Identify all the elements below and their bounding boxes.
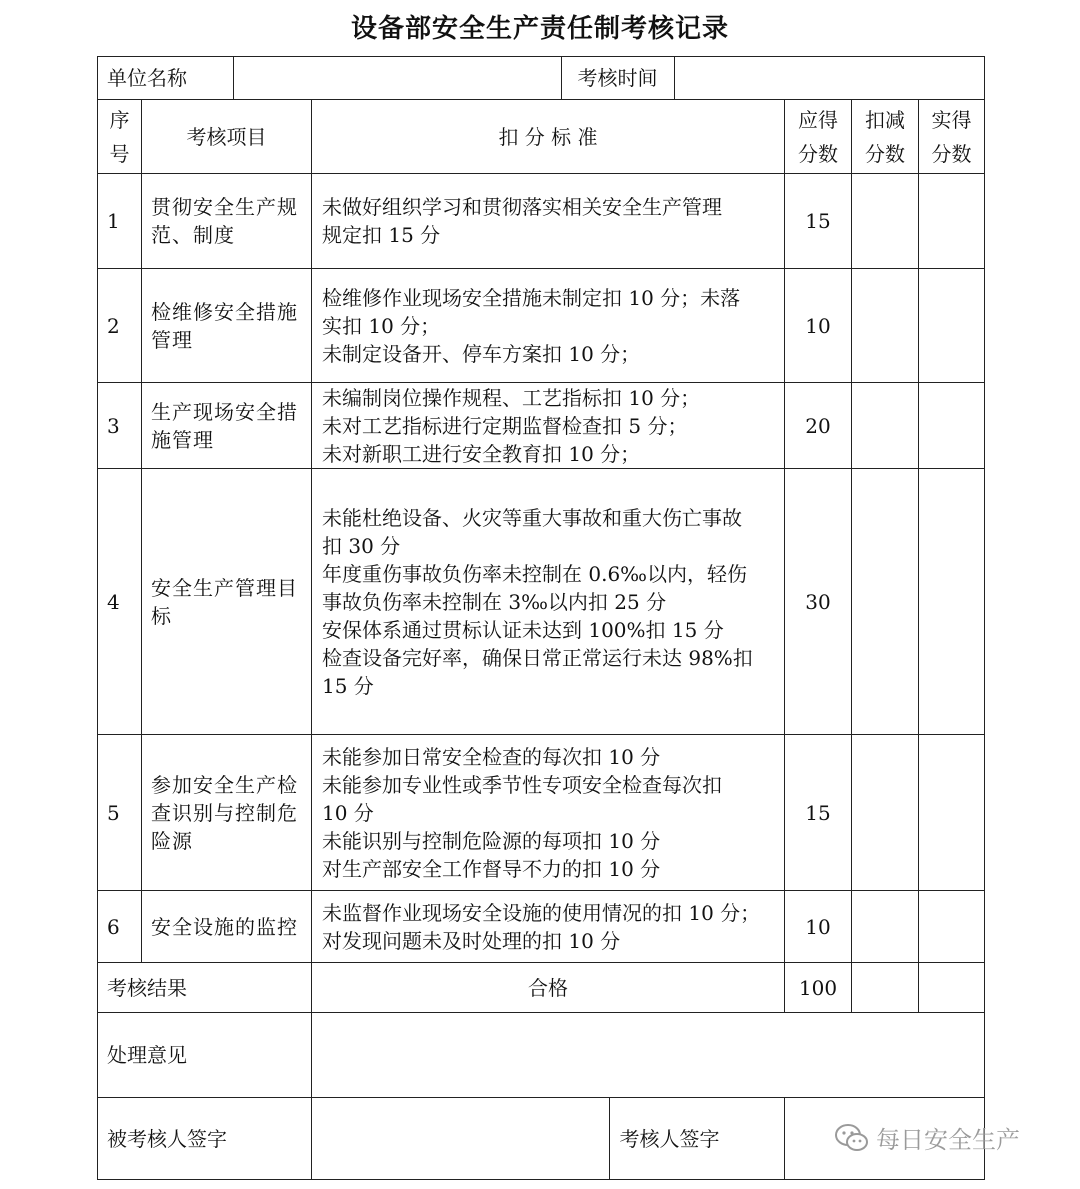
- criteria-line: 规定扣 15 分: [322, 223, 441, 247]
- row-deduct-cell[interactable]: [852, 469, 919, 735]
- row-criteria: [312, 735, 785, 891]
- criteria-line: 未监督作业现场安全设施的使用情况的扣 10 分；: [322, 900, 761, 925]
- row-score: 30: [785, 469, 852, 735]
- row-item: 生产现场安全措施管理: [142, 383, 312, 469]
- result-row: [98, 963, 985, 1013]
- column-item-header: 考核项目: [142, 100, 312, 174]
- row-item: 安全设施的监控: [142, 891, 312, 963]
- row-item: 参加安全生产检查识别与控制危险源: [142, 735, 312, 891]
- opinion-label: 处理意见: [98, 1013, 312, 1098]
- criteria-line: 未能杜绝设备、火灾等重大事故和重大伤亡事故: [322, 505, 742, 530]
- criteria-line: 扣 30 分: [322, 533, 401, 558]
- column-deduct-score-header: 扣减分数: [852, 100, 919, 174]
- unit-name-label: 单位名称: [98, 57, 233, 99]
- row-actual-cell[interactable]: [919, 383, 985, 469]
- criteria-line: 对发现问题未及时处理的扣 10 分: [322, 928, 621, 953]
- row-criteria: [312, 269, 785, 383]
- criteria-line: 检维修作业现场安全措施未制定扣 10 分；未落: [322, 285, 741, 310]
- wechat-icon: [834, 1123, 870, 1153]
- opinion-row: [98, 1013, 985, 1098]
- row-seq: 3: [98, 383, 142, 469]
- column-header-row: [98, 100, 985, 174]
- row-actual-cell[interactable]: [919, 469, 985, 735]
- assessment-time-field[interactable]: [674, 57, 984, 99]
- unit-name-field[interactable]: [233, 57, 561, 99]
- result-label: 考核结果: [98, 963, 312, 1013]
- total-score: 100: [785, 963, 852, 1013]
- watermark: [834, 1120, 1020, 1155]
- table-row: [98, 891, 985, 963]
- criteria-line: 年度重伤事故负伤率未控制在 0.6‰以内，轻伤: [322, 561, 747, 586]
- row-score: 15: [785, 735, 852, 891]
- row-actual-cell[interactable]: [919, 174, 985, 269]
- row-score: 20: [785, 383, 852, 469]
- criteria-line: 未能参加日常安全检查的每次扣 10 分: [322, 744, 661, 769]
- assessor-signature-label: 考核人签字: [609, 1098, 784, 1179]
- row-seq: 1: [98, 174, 142, 269]
- row-seq: 4: [98, 469, 142, 735]
- opinion-field[interactable]: [312, 1013, 985, 1098]
- row-item: 贯彻安全生产规范、制度: [142, 174, 312, 269]
- total-deduct-cell[interactable]: [852, 963, 919, 1013]
- row-actual-cell[interactable]: [919, 269, 985, 383]
- table-row: [98, 269, 985, 383]
- row-actual-cell[interactable]: [919, 735, 985, 891]
- table-row: [98, 469, 985, 735]
- table-row: [98, 383, 985, 469]
- row-seq: 5: [98, 735, 142, 891]
- criteria-line: 实扣 10 分；: [322, 313, 441, 338]
- criteria-line: 未做好组织学习和贯彻落实相关安全生产管理: [322, 195, 722, 219]
- criteria-line: 未编制岗位操作规程、工艺指标扣 10 分；: [322, 385, 701, 410]
- row-seq: 6: [98, 891, 142, 963]
- criteria-line: 未对新职工进行安全教育扣 10 分；: [322, 441, 641, 466]
- criteria-line: 15 分: [322, 673, 374, 698]
- page-title: 设备部安全生产责任制考核记录: [350, 14, 729, 44]
- row-item: 检维修安全措施管理: [142, 269, 312, 383]
- row-deduct-cell[interactable]: [852, 174, 919, 269]
- table-row: [98, 174, 985, 269]
- criteria-line: 未能参加专业性或季节性专项安全检查每次扣: [322, 772, 722, 797]
- row-criteria: [312, 469, 785, 735]
- row-score: 10: [785, 891, 852, 963]
- criteria-line: 对生产部安全工作督导不力的扣 10 分: [322, 856, 661, 881]
- criteria-line: 10 分: [322, 800, 374, 825]
- row-score: 15: [785, 174, 852, 269]
- row-criteria: [312, 383, 785, 469]
- row-score: 10: [785, 269, 852, 383]
- row-criteria: [312, 891, 785, 963]
- row-deduct-cell[interactable]: [852, 383, 919, 469]
- criteria-line: 未能识别与控制危险源的每项扣 10 分: [322, 828, 661, 853]
- assessment-time-label: 考核时间: [561, 57, 674, 99]
- row-criteria: [312, 174, 785, 269]
- column-criteria-header: 扣 分 标 准: [312, 100, 785, 174]
- assessment-form: [97, 56, 985, 1180]
- criteria-line: 检查设备完好率，确保日常正常运行未达 98%扣: [322, 645, 753, 670]
- assessee-signature-field[interactable]: [311, 1098, 609, 1179]
- watermark-text: 每日安全生产: [876, 1126, 1020, 1154]
- column-seq-header: 序号: [98, 100, 142, 174]
- row-deduct-cell[interactable]: [852, 735, 919, 891]
- criteria-line: 事故负伤率未控制在 3‰以内扣 25 分: [322, 589, 667, 614]
- row-actual-cell[interactable]: [919, 891, 985, 963]
- column-should-score-header: 应得分数: [785, 100, 852, 174]
- row-deduct-cell[interactable]: [852, 891, 919, 963]
- column-actual-score-header: 实得分数: [919, 100, 985, 174]
- assessee-signature-label: 被考核人签字: [98, 1098, 311, 1179]
- row-item: 安全生产管理目标: [142, 469, 312, 735]
- table-row: [98, 735, 985, 891]
- row-deduct-cell[interactable]: [852, 269, 919, 383]
- info-row: [98, 57, 985, 100]
- criteria-line: 未制定设备开、停车方案扣 10 分；: [322, 341, 641, 366]
- criteria-line: 未对工艺指标进行定期监督检查扣 5 分；: [322, 413, 688, 438]
- criteria-line: 安保体系通过贯标认证未达到 100%扣 15 分: [322, 617, 724, 642]
- total-actual-cell[interactable]: [919, 963, 985, 1013]
- row-seq: 2: [98, 269, 142, 383]
- result-value: 合格: [312, 963, 785, 1013]
